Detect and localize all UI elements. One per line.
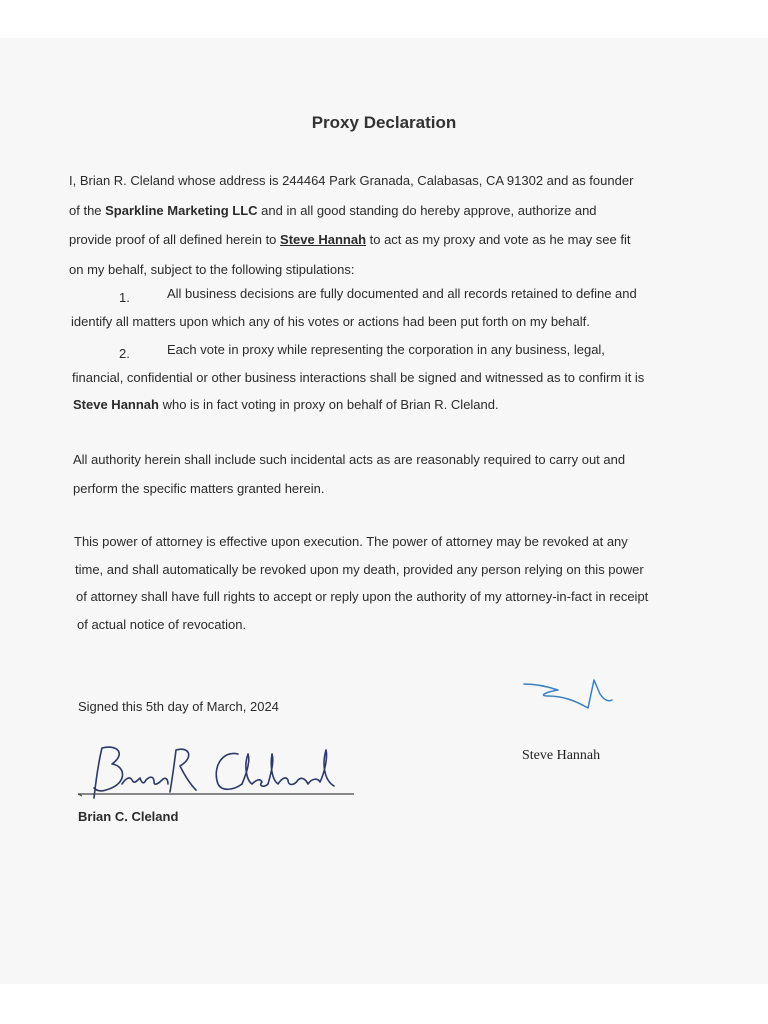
item-1-line-2: identify all matters upon which any of his votes or actions had been put forth on my behalf. <box>71 314 590 329</box>
proxy-name: Steve Hannah <box>280 232 367 247</box>
signer-2-name: Steve Hannah <box>522 748 601 763</box>
power-line-1: This power of attorney is effective upon execution. The power of attorney may be revoked at any <box>74 534 628 549</box>
intro-line-2 <box>69 203 597 219</box>
intro-text: and in all good standing do hereby approve, authorize and <box>257 203 597 218</box>
item-2-line-1: Each vote in proxy while representing the corporation in any business, legal, <box>167 342 605 357</box>
authority-line-2: perform the specific matters granted herein. <box>73 481 325 496</box>
proxy-name: Steve Hannah <box>73 397 159 412</box>
intro-text: of the <box>69 203 106 218</box>
item-number: 2. <box>119 346 130 361</box>
signer-1-name: Brian C. Cleland <box>78 809 179 824</box>
signed-date: Signed this 5th day of March, 2024 <box>78 699 279 714</box>
intro-line-3 <box>69 232 630 248</box>
intro-line-1: I, Brian R. Cleland whose address is 244464 Park Granada, Calabasas, CA 91302 and as founder <box>69 173 634 188</box>
power-line-2: time, and shall automatically be revoked upon my death, provided any person relying on this power <box>75 562 644 577</box>
item-2-line-3 <box>73 397 499 413</box>
item-number: 1. <box>119 290 130 305</box>
item-2-line-2: financial, confidential or other business interactions shall be signed and witnessed as to confirm it is <box>72 370 645 385</box>
power-line-4: of actual notice of revocation. <box>77 617 247 632</box>
intro-text: to act as my proxy and vote as he may see fit <box>366 232 631 247</box>
intro-text: provide proof of all defined herein to <box>69 232 281 247</box>
signature-steve <box>518 674 618 714</box>
item-text: who is in fact voting in proxy on behalf of Brian R. Cleland. <box>158 397 499 412</box>
intro-line-4: on my behalf, subject to the following stipulations: <box>69 262 355 277</box>
power-line-3: of attorney shall have full rights to accept or reply upon the authority of my attorney-in-fact in receipt <box>76 589 649 604</box>
item-1-line-1: All business decisions are fully documented and all records retained to define and <box>167 286 637 301</box>
authority-line-1: All authority herein shall include such incidental acts as are reasonably required to carry out and <box>73 452 626 467</box>
document-title: Proxy Declaration <box>311 113 457 132</box>
signature-brian <box>72 740 362 810</box>
company-name: Sparkline Marketing LLC <box>105 203 258 218</box>
